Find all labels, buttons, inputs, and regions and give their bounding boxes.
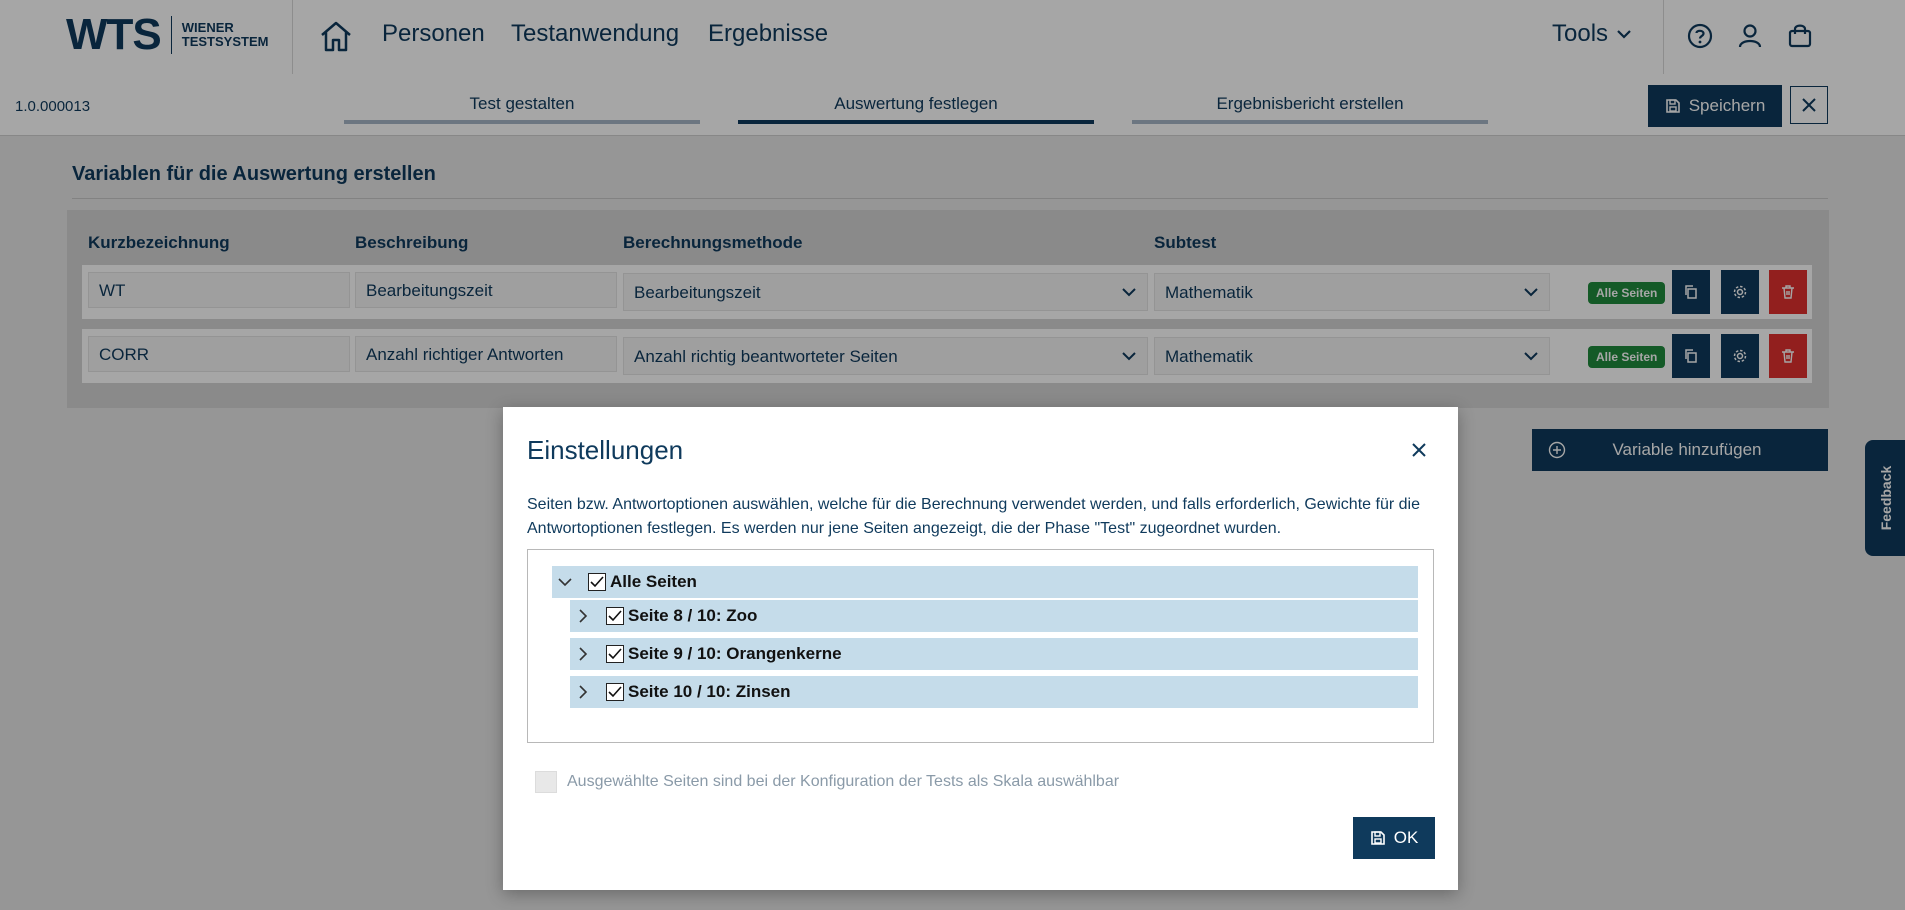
logo-text: WTS [66,10,161,59]
column-header-beschreibung: Beschreibung [355,233,469,252]
beschreibung-input[interactable]: Bearbeitungszeit [355,272,617,308]
nav-testanwendung[interactable]: Testanwendung [511,20,680,47]
checkmark-icon [608,686,622,698]
collapse-toggle[interactable] [552,566,578,598]
tree-node-page[interactable] [570,600,1418,632]
dialog-title: Einstellungen [527,435,684,465]
add-variable-label: Variable hinzufügen [1612,440,1762,459]
checkbox-page[interactable] [606,683,624,701]
column-header-subtest: Subtest [1154,233,1217,252]
version-label: 1.0.000013 [15,98,91,115]
checkbox-page[interactable] [606,607,624,625]
checkmark-icon [590,576,604,588]
column-header-kurzbezeichnung: Kurzbezeichnung [88,233,230,252]
expand-toggle[interactable] [570,600,596,632]
tree-node-page[interactable] [570,638,1418,670]
chevron-right-icon [578,609,588,623]
tree-node-label: Seite 8 / 10: Zoo [628,606,758,625]
save-icon [1370,830,1386,846]
save-label: Speichern [1688,96,1766,115]
expand-toggle[interactable] [570,638,596,670]
column-header-berechnungsmethode: Berechnungsmethode [623,233,803,252]
logo-line-1: WIENER [181,20,234,35]
tree-node-page[interactable] [570,676,1418,708]
chevron-down-icon [558,577,572,587]
tree-node-label: Seite 9 / 10: Orangenkerne [628,644,842,663]
skala-label: Ausgewählte Seiten sind bei der Konfiguration der Tests als Skala auswählbar [567,773,1120,790]
skala-option[interactable] [535,771,1119,793]
tree-node-label: Seite 10 / 10: Zinsen [628,682,791,701]
ok-label: OK [1393,828,1419,847]
page-tree [527,549,1434,743]
kurzbezeichnung-input[interactable]: CORR [88,336,350,372]
kurzbezeichnung-input[interactable]: WT [88,272,350,308]
page-title: Variablen für die Auswertung erstellen [72,163,436,185]
select-value: Anzahl richtig beantworteter Seiten [634,347,898,366]
ok-button[interactable] [1353,817,1435,859]
logo-line-2: TESTSYSTEM [181,34,269,49]
expand-toggle[interactable] [570,676,596,708]
checkbox-all-pages[interactable] [588,573,606,591]
chevron-right-icon [578,647,588,661]
dialog-description: Seiten bzw. Antwortoptionen auswählen, welche für die Berechnung verwendet werden, und falls erforderlich, Gewichte für die Antwortoptionen festlegen. Es werden nur jene Seiten angezeigt, die der Phase "Test" zugeordnet wurden. [527,496,1420,537]
select-value: Bearbeitungszeit [634,283,761,302]
status-badge: Alle Seiten [1588,346,1665,368]
checkbox-page[interactable] [606,645,624,663]
step-test-gestalten[interactable]: Test gestalten [469,94,575,113]
step-auswertung-festlegen[interactable]: Auswertung festlegen [834,94,998,113]
select-value: Mathematik [1165,283,1253,302]
beschreibung-input[interactable]: Anzahl richtiger Antworten [355,336,617,372]
feedback-label: Feedback [1878,465,1894,531]
chevron-right-icon [578,685,588,699]
tools-label: Tools [1552,20,1609,47]
tree-node-root[interactable] [552,566,1418,598]
checkmark-icon [608,610,622,622]
skala-checkbox[interactable] [535,771,557,793]
checkmark-icon [608,648,622,660]
tree-node-label: Alle Seiten [610,572,697,591]
nav-personen[interactable]: Personen [382,20,485,47]
nav-ergebnisse[interactable]: Ergebnisse [708,20,829,47]
close-icon[interactable] [1408,439,1430,461]
status-badge: Alle Seiten [1588,282,1665,304]
select-value: Mathematik [1165,347,1253,366]
step-ergebnisbericht[interactable]: Ergebnisbericht erstellen [1216,94,1404,113]
settings-dialog [503,407,1458,890]
